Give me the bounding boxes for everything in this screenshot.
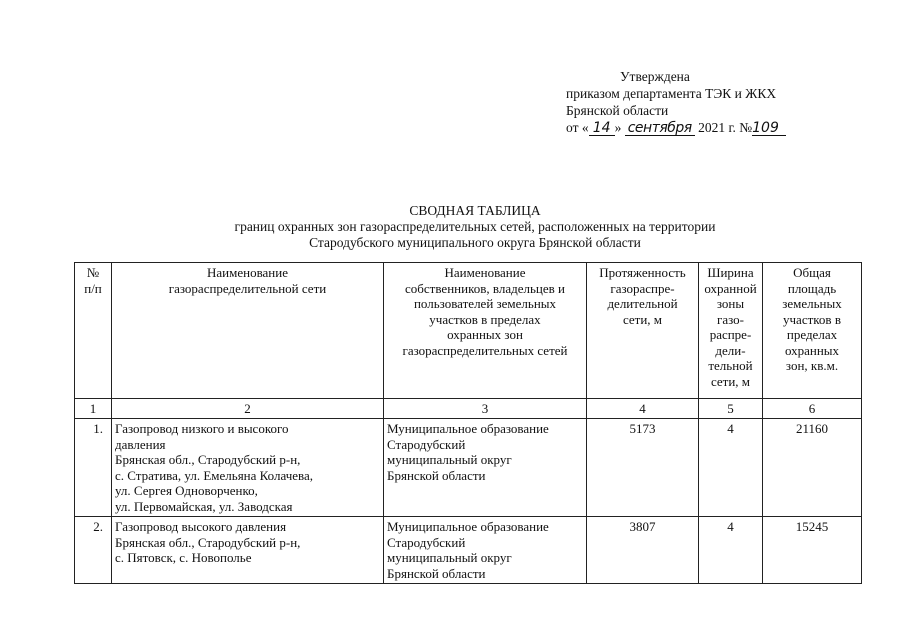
date-year: 2021 г. [698,120,736,135]
title-line-3: Стародубского муниципального округа Брянской области [309,235,641,250]
header-cell-network [112,263,384,399]
header-cell-zone-width [699,263,763,399]
approval-block [566,68,846,136]
column-number-row [75,399,862,419]
header-label: Наименование газораспределительной сети [168,265,327,296]
owner-name: Муниципальное образование Стародубский муниципальный округ Брянской области [384,419,587,517]
header-cell-owners [384,263,587,399]
column-number: 6 [763,399,862,419]
column-number: 3 [384,399,587,419]
table-row [75,517,862,584]
summary-table [74,262,862,584]
column-number: 4 [587,399,699,419]
date-prefix: от « [566,120,589,135]
network-name: Газопровод низкого и высокого давления Брянская обл., Стародубский р-н, с. Стратива, ул. Емельяна Колачева, ул. Сергея Одноворченко, ул. Первомайская, ул. Заводская [112,419,384,517]
column-number: 2 [112,399,384,419]
header-cell-area [763,263,862,399]
network-length: 5173 [587,419,699,517]
owner-name: Муниципальное образование Стародубский муниципальный округ Брянской области [384,517,587,584]
header-label: Общая площадь земельных участков в пределах охранных зон, кв.м. [782,265,842,373]
zone-area: 21160 [763,419,862,517]
header-row [75,263,862,399]
header-label: Наименование собственников, владельцев и пользователей земельных участков в пределах охранных зон газораспределительных сетей [402,265,568,358]
date-mid: » [614,120,622,135]
handwritten-month: сентября [625,121,695,136]
handwritten-order-number: 109 [752,121,786,136]
header-cell-length [587,263,699,399]
zone-width: 4 [699,517,763,584]
network-name: Газопровод высокого давления Брянская обл., Стародубский р-н, с. Пятовск, с. Новополье [112,517,384,584]
zone-area: 15245 [763,517,862,584]
network-length: 3807 [587,517,699,584]
approval-date-line [566,119,846,136]
approval-title: Утверждена [620,69,690,84]
zone-width: 4 [699,419,763,517]
table-row [75,419,862,517]
title-main: СВОДНАЯ ТАБЛИЦА [409,203,541,218]
header-label: Ширина охранной зоны газо- распре- дели- тельной сети, м [704,265,757,389]
column-number: 5 [699,399,763,419]
row-number: 1. [75,419,112,517]
header-cell-number [75,263,112,399]
document-title [150,203,800,251]
approval-line-department: приказом департамента ТЭК и ЖКХ [566,86,777,101]
approval-line-region: Брянской области [566,103,669,118]
title-line-2: границ охранных зон газораспределительных сетей, расположенных на территории [234,219,716,234]
handwritten-day: 14 [589,121,615,136]
row-number: 2. [75,517,112,584]
header-label: Протяженность газораспре- делительной сети, м [599,265,686,327]
header-label: № п/п [84,265,102,296]
order-number-label: № [739,120,753,135]
column-number: 1 [75,399,112,419]
